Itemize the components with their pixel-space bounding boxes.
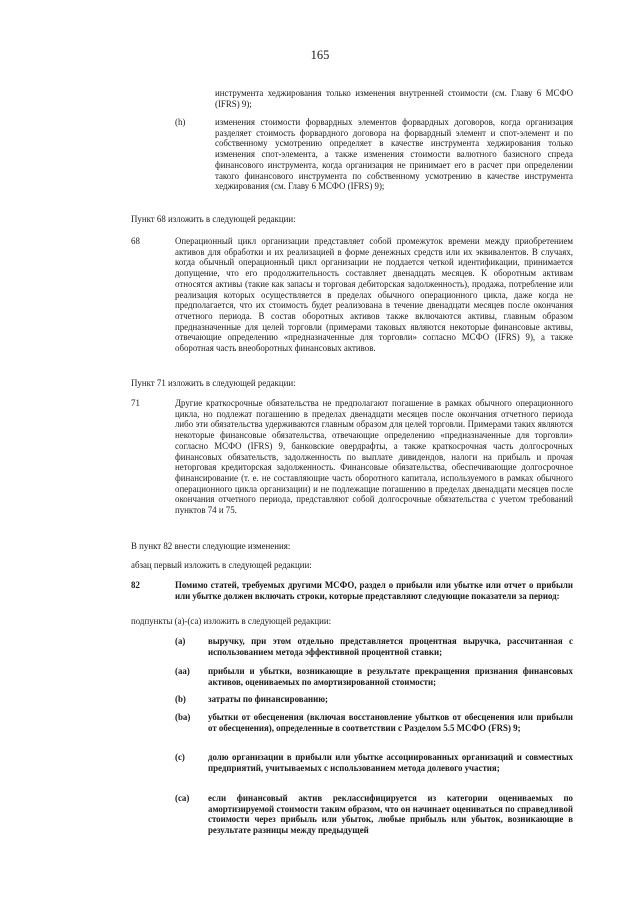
item-a-text: выручку, при этом отдельно представляется процентная выручка, рассчитанная с использованием метода эффективной процентной ставки;	[208, 636, 573, 657]
item-ca-text: если финансовый актив реклассифицируется из категории оцениваемых по амортизируемой стоимости таким образом, что он начинает оцениваться по справедливой стоимости через прибыль или убыток, любые прибыль или убыток, возникающие в результате разницы между предыдущей	[208, 793, 573, 836]
paragraph-71: Другие краткосрочные обязательства не предполагают погашение в рамках обычного операционного цикла, но подлежат погашению в пределах двенадцати месяцев после окончания отчетного периода либо эти обязательства удерживаются главным образом для целей торговли. Примерами таких являются некоторые финансовые обязательства, отвечающие определению «предназначенные для торговли» согласно МСФО (IFRS) 9, банковские овердрафты, а также краткосрочная часть долгосрочных финансовых обязательств, задолженность по выплате дивидендов, налоги на прибыль и прочая неторговая кредиторская задолженность. Финансовые обязательства, обеспечивающие долгосрочное финансирование (т. е. не составляющие часть оборотного капитала, используемого в рамках обычного операционного цикла организации) и не подлежащие погашению в пределах двенадцати месяцев после окончания отчетного периода, представляют собой долгосрочные обязательства с учетом требований пунктов 74 и 75.	[175, 398, 573, 516]
instruction-71: Пункт 71 изложить в следующей редакции:	[131, 378, 296, 388]
item-c-text: долю организации в прибыли или убытке ассоциированных организаций и совместных предприятий, учитываемых с использованием метода долевого участия;	[208, 752, 573, 773]
page-number: 165	[310, 48, 330, 62]
instruction-82-first-para: абзац первый изложить в следующей редакции:	[131, 560, 312, 570]
item-ba-text: убытки от обесценения (включая восстановление убытков от обесценения или прибыли от обесценения), определенные в соответствии с Разделом 5.5 МСФО (FRS) 9;	[208, 712, 573, 733]
item-h-text: изменения стоимости форвардных элементов форвардных договоров, когда организация разделяет стоимость форвардного договора на форвардный элемент и спот-элемент и по собственному усмотрению определяет в качестве инструмента хеджирования только изменения спот-элемента, а также изменения стоимости валютного базисного спреда финансового инструмента, когда организация не принимает его в расчет при определении такого финансового инструмента по собственному усмотрению в качестве инструмента хеджирования (см. Главу 6 МСФО (IFRS) 9);	[215, 117, 573, 192]
item-label-c: (c)	[175, 752, 185, 762]
item-label-71: 71	[131, 398, 140, 408]
instruction-82: В пункт 82 внести следующие изменения:	[131, 541, 291, 551]
item-label-ba: (ba)	[175, 712, 191, 722]
item-label-82: 82	[131, 580, 140, 590]
paragraph-68: Операционный цикл организации представляет собой промежуток времени между приобретением активов для обработки и их реализацией в форме денежных средств или их эквивалентов. В случаях, когда обычный операционный цикл организации не поддается четкой идентификации, принимается допущение, что его продолжительность составляет двенадцать месяцев. К оборотным активам относятся активы (такие как запасы и торговая дебиторская задолженность), продажа, потребление или реализация которых осуществляется в пределах обычного операционного цикла, даже когда не предполагается, что их стоимость будет реализована в течение двенадцати месяцев после окончания отчетного периода. В состав оборотных активов также включаются активы, главным образом предназначенные для целей торговли (примерами таковых являются некоторые финансовые активы, отвечающие определению «предназначенные для торговли» согласно МСФО (IFRS) 9), а также оборотная часть внеоборотных финансовых активов.	[175, 236, 573, 354]
item-label-b: (b)	[175, 694, 186, 704]
paragraph-continuation: инструмента хеджирования только изменения внутренней стоимости (см. Главу 6 МСФО (IFRS) 9);	[215, 88, 573, 109]
item-label-aa: (aa)	[175, 666, 190, 676]
item-label-ca: (ca)	[175, 793, 190, 803]
paragraph-82: Помимо статей, требуемых другими МСФО, раздел о прибыли или убытке или отчет о прибыли или убытке должен включать строки, которые представляют следующие показатели за период:	[175, 580, 573, 601]
instruction-68: Пункт 68 изложить в следующей редакции:	[131, 214, 296, 224]
item-b-text: затраты по финансированию;	[208, 694, 328, 704]
item-aa-text: прибыли и убытки, возникающие в результате прекращения признания финансовых активов, оцениваемых по амортизированной стоимости;	[208, 666, 573, 687]
instruction-subpoints: подпункты (а)-(са) изложить в следующей редакции:	[131, 616, 332, 626]
item-label-a: (a)	[175, 636, 186, 646]
item-label-h: (h)	[175, 117, 186, 127]
item-label-68: 68	[131, 236, 140, 246]
